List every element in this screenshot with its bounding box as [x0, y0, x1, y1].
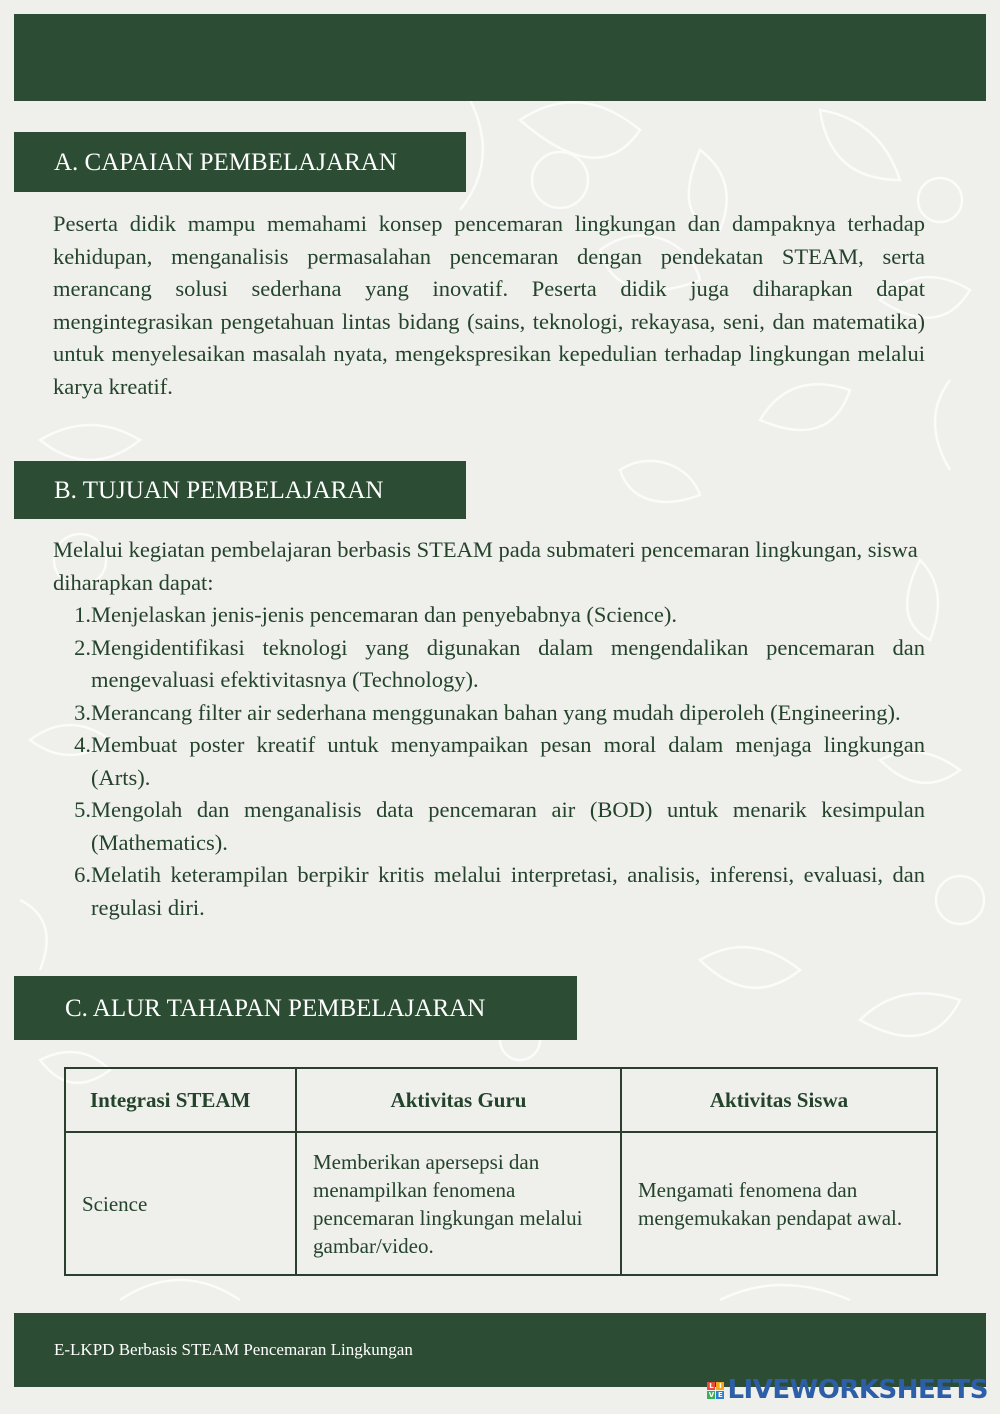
goal-text: Merancang filter air sederhana menggunakan bahan yang mudah diperoleh (Engineering).: [91, 699, 901, 725]
section-c-title: C. ALUR TAHAPAN PEMBELAJARAN: [65, 994, 486, 1022]
liveworksheets-logo-icon: [707, 1382, 724, 1399]
table-cell: Mengamati fenomena dan mengemukakan pendapat awal.: [621, 1132, 937, 1275]
top-banner: [14, 14, 986, 101]
goal-text: Membuat poster kreatif untuk menyampaikan pesan moral dalam menjaga lingkungan (Arts).: [91, 732, 925, 790]
section-a-text: Peserta didik mampu memahami konsep pencemaran lingkungan dan dampaknya terhadap kehidupan, menganalisis permasalahan pencemaran dengan pendekatan STEAM, serta merancang solusi sederhana yang inovatif. Peserta didik juga diharapkan dapat mengintegrasikan pengetahuan lintas bidang (sains, teknologi, rekayasa, seni, dan matematika) untuk menyelesaikan masalah nyata, mengekspresikan kepedulian terhadap lingkungan melalui karya kreatif.: [53, 211, 925, 399]
table-header-row: [65, 1068, 937, 1132]
goal-number: 6.: [74, 862, 91, 887]
table-cell: Science: [65, 1132, 296, 1275]
section-a-title: A. CAPAIAN PEMBELAJARAN: [54, 148, 397, 176]
section-b-intro: Melalui kegiatan pembelajaran berbasis STEAM pada submateri pencemaran lingkungan, siswa diharapkan dapat:: [53, 537, 918, 595]
goal-number: 2.: [74, 634, 91, 660]
logo-letter: L: [709, 1381, 714, 1390]
section-b-title: B. TUJUAN PEMBELAJARAN: [54, 476, 384, 504]
watermark-text: LIVEWORKSHEETS: [727, 1375, 988, 1405]
goal-number: 5.: [74, 797, 91, 822]
table-row: [65, 1132, 937, 1275]
goal-text: Melatih keterampilan berpikir kritis melalui interpretasi, analisis, inferensi, evaluasi, dan regulasi diri.: [91, 862, 925, 920]
column-header: Aktivitas Siswa: [621, 1068, 937, 1132]
goals-list: [53, 599, 925, 924]
list-item: [53, 697, 925, 730]
goal-number: 1.: [74, 602, 91, 627]
section-a-header: [14, 132, 466, 192]
column-header: Aktivitas Guru: [296, 1068, 621, 1132]
logo-letter: V: [708, 1390, 715, 1399]
liveworksheets-watermark: [707, 1374, 988, 1406]
goal-text: Mengidentifikasi teknologi yang digunakan dalam mengendalikan pencemaran dan mengevaluasi efektivitasnya (Technology).: [91, 634, 925, 692]
logo-letter: E: [718, 1390, 723, 1399]
list-item: [53, 794, 925, 859]
list-item: [53, 632, 925, 697]
goal-number: 4.: [74, 732, 91, 757]
goal-text: Menjelaskan jenis-jenis pencemaran dan penyebabnya (Science).: [91, 602, 677, 627]
goal-text: Mengolah dan menganalisis data pencemaran air (BOD) untuk menarik kesimpulan (Mathematics).: [91, 797, 925, 855]
logo-letter: I: [716, 1382, 724, 1390]
list-item: [53, 599, 925, 632]
goal-number: 3.: [74, 699, 91, 725]
section-b-header: [14, 461, 466, 519]
section-c-header: [14, 976, 577, 1040]
list-item: [53, 859, 925, 924]
list-item: [53, 729, 925, 794]
column-header: Integrasi STEAM: [65, 1068, 296, 1132]
footer-text: E-LKPD Berbasis STEAM Pencemaran Lingkungan: [54, 1340, 413, 1359]
table-cell: Memberikan apersepsi dan menampilkan fenomena pencemaran lingkungan melalui gambar/video.: [296, 1132, 621, 1275]
steam-activity-table: [64, 1067, 938, 1276]
